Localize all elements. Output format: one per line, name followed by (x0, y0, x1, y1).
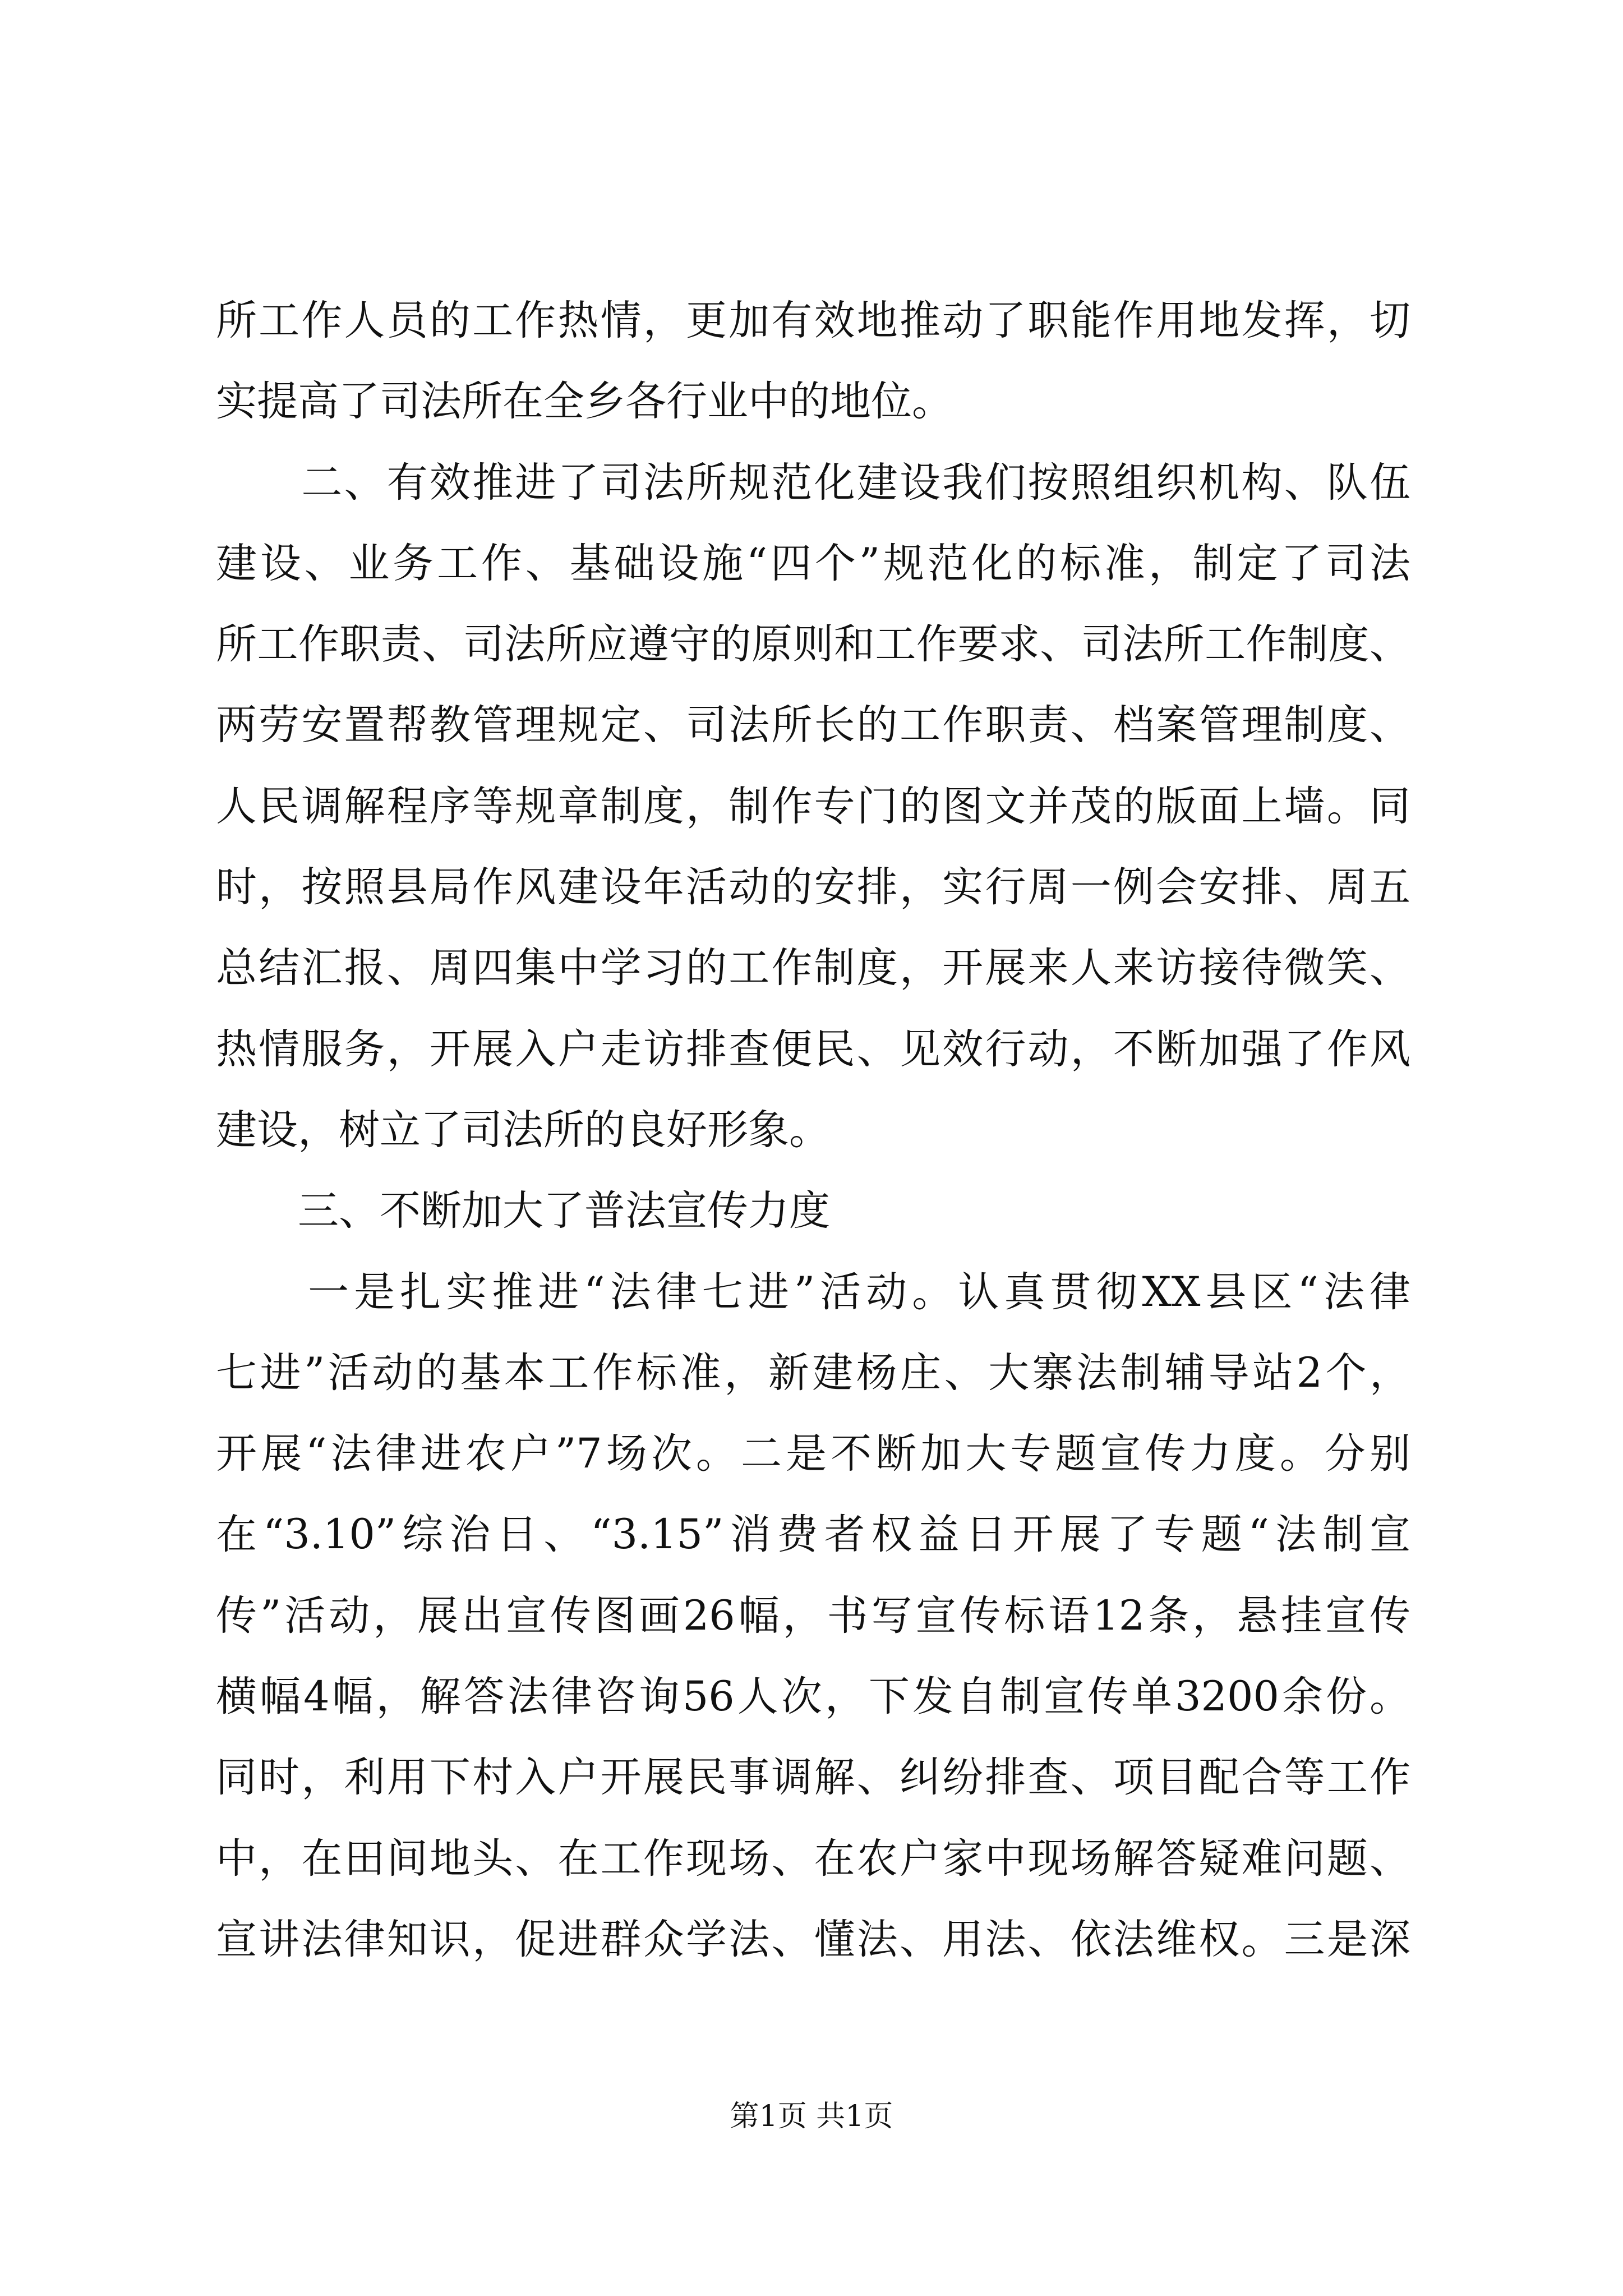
text-line (216, 1591, 1410, 1672)
text-line-content: 中，在田间地头、在工作现场、在农户家中现场解答疑难问题、 (216, 1834, 1410, 1883)
text-line (216, 782, 1410, 863)
text-line (216, 539, 1410, 620)
text-line-content: 七进”活动的基本工作标准，新建杨庄、大寨法制辅导站2个， (216, 1349, 1410, 1397)
text-line (216, 1268, 1410, 1349)
text-line (216, 1834, 1410, 1915)
text-line-content: 实提高了司法所在全乡各行业中的地位。 (216, 378, 953, 426)
text-line (216, 1186, 1410, 1267)
text-line (216, 1915, 1410, 1996)
text-line (216, 944, 1410, 1024)
text-line-content: 时，按照县局作风建设年活动的安排，实行周一例会安排、周五 (216, 863, 1410, 912)
text-line-content: 一是扎实推进“法律七进”活动。认真贯彻XX县区“法律 (216, 1268, 1410, 1316)
text-line-content: 所工作职责、司法所应遵守的原则和工作要求、司法所工作制度、 (216, 620, 1410, 669)
text-line (216, 701, 1410, 781)
text-line (216, 296, 1410, 377)
text-line (216, 620, 1410, 701)
text-line (216, 377, 1410, 458)
text-line (216, 1106, 1410, 1186)
text-line (216, 1510, 1410, 1591)
text-line-content: 开展“法律进农户”7场次。二是不断加大专题宣传力度。分别 (216, 1430, 1410, 1478)
text-line (216, 1349, 1410, 1429)
text-line-content: 热情服务，开展入户走访排查便民、见效行动，不断加强了作风 (216, 1025, 1410, 1073)
text-line-content: 两劳安置帮教管理规定、司法所长的工作职责、档案管理制度、 (216, 701, 1410, 749)
text-line (216, 1025, 1410, 1106)
text-line-content: 在“3.10”综治日、“3.15”消费者权益日开展了专题“法制宣 (216, 1511, 1410, 1559)
text-line-content: 三、不断加大了普法宣传力度 (216, 1187, 830, 1235)
page-footer: 第1页 共1页 (730, 2100, 893, 2133)
document-body (216, 296, 1410, 1996)
text-line (216, 863, 1410, 944)
text-line-content: 同时，利用下村入户开展民事调解、纠纷排查、项目配合等工作 (216, 1754, 1410, 1802)
text-line (216, 1429, 1410, 1510)
text-line (216, 458, 1410, 539)
text-line-content: 建设，树立了司法所的良好形象。 (216, 1106, 830, 1154)
text-line-content: 二、有效推进了司法所规范化建设我们按照组织机构、队伍 (216, 458, 1410, 507)
text-line-content: 建设、业务工作、基础设施“四个”规范化的标准，制定了司法 (216, 539, 1410, 587)
text-line-content: 总结汇报、周四集中学习的工作制度，开展来人来访接待微笑、 (216, 944, 1410, 992)
text-line-content: 传”活动，展出宣传图画26幅，书写宣传标语12条，悬挂宣传 (216, 1591, 1410, 1640)
text-line (216, 1753, 1410, 1834)
text-line-content: 宣讲法律知识，促进群众学法、懂法、用法、依法维权。三是深 (216, 1915, 1410, 1963)
text-line-content: 人民调解程序等规章制度，制作专门的图文并茂的版面上墙。同 (216, 782, 1410, 830)
text-line-content: 所工作人员的工作热情，更加有效地推动了职能作用地发挥，切 (216, 297, 1410, 344)
text-line-content: 横幅4幅，解答法律咨询56人次，下发自制宣传单3200余份。 (216, 1673, 1410, 1721)
text-line (216, 1672, 1410, 1753)
